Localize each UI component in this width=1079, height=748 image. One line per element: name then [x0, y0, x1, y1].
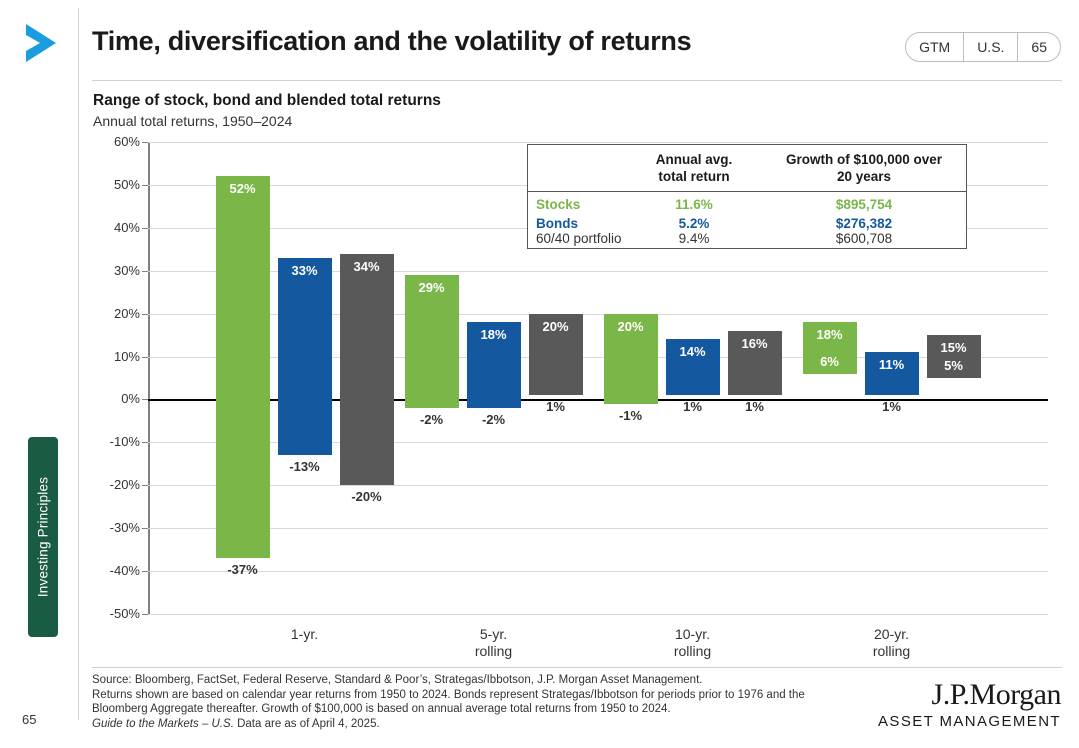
bar-value-label-max: 20%: [617, 318, 644, 334]
category-label-line2: rolling: [673, 643, 712, 659]
category-label-line1: 1-yr.: [290, 626, 319, 642]
side-tab-label: Investing Principles: [35, 476, 51, 598]
chart-gridline: [148, 571, 1048, 572]
y-axis-tick-label: 0%: [121, 391, 140, 407]
source-line-2: Returns shown are based on calendar year returns from 1950 to 2024. Bonds represent Strategas/Ibbotson for periods prior to 1976 and the: [92, 688, 805, 701]
y-axis-tick-mark: [142, 185, 148, 186]
y-axis-tick-label: -30%: [109, 520, 140, 536]
bar-value-label-max: 34%: [353, 258, 380, 274]
y-axis-tick-mark: [142, 142, 148, 143]
guide-to-markets-label: Guide to the Markets – U.S.: [92, 717, 234, 730]
gtm-page-pill: [905, 32, 1061, 62]
chart-subtitle-secondary: Annual total returns, 1950–2024: [93, 113, 293, 129]
bar-value-label-min: 6%: [820, 353, 839, 369]
category-label-line1: 20-yr.: [873, 626, 909, 642]
chart-bar: [278, 258, 332, 455]
y-axis-tick-mark: [142, 314, 148, 315]
y-axis-tick-label: -40%: [109, 563, 140, 579]
table-cell-stocks-growth: $895,754: [835, 197, 893, 212]
page-number: 65: [22, 712, 37, 727]
bar-value-label-min: 1%: [683, 399, 702, 415]
source-line-4: [92, 717, 882, 732]
table-header-rule: [528, 191, 966, 192]
bar-value-label-min: -1%: [618, 407, 643, 423]
chart-gridline: [148, 614, 1048, 615]
bar-value-label-max: 16%: [741, 335, 768, 351]
y-axis-tick-mark: [142, 614, 148, 615]
header-vertical-divider: [78, 8, 79, 720]
table-cell-bonds-avg: 5.2%: [678, 216, 710, 231]
bar-value-label-max: 14%: [679, 344, 706, 360]
table-cell-6040-avg: 9.4%: [678, 231, 710, 246]
side-tab-investing-principles[interactable]: [28, 437, 58, 637]
source-line-3: Bloomberg Aggregate thereafter. Growth of $100,000 is based on annual average total returns from 1950 to 2024.: [92, 703, 671, 715]
bar-value-label-min: 1%: [882, 399, 901, 415]
category-label-line2: rolling: [474, 643, 513, 659]
bar-value-label-min: -2%: [419, 412, 444, 428]
y-axis-tick-label: 60%: [113, 134, 140, 149]
bar-value-label-max: 11%: [878, 357, 905, 373]
bar-value-label-max: 18%: [480, 327, 507, 343]
table-header-avg-return: Annual avg. total return: [655, 152, 733, 184]
jpmorgan-wordmark: [878, 678, 1061, 730]
y-axis-tick-mark: [142, 271, 148, 272]
bar-value-label-min: 1%: [745, 399, 764, 415]
as-of-date: Data are as of April 4, 2025.: [233, 717, 380, 730]
table-header-growth: Growth of $100,000 over 20 years: [785, 152, 943, 184]
bar-value-label-max: 52%: [229, 181, 256, 197]
x-axis-category-label: [763, 626, 1021, 660]
category-label-line2: rolling: [872, 643, 911, 659]
bar-value-label-max: 18%: [816, 327, 843, 343]
summary-table: [527, 144, 967, 249]
bar-value-label-max: 29%: [418, 280, 445, 296]
bar-value-label-max: 33%: [291, 262, 318, 278]
bar-value-label-min: -13%: [289, 459, 320, 475]
y-axis-tick-mark: [142, 357, 148, 358]
chart-gridline: [148, 528, 1048, 529]
chart-gridline: [148, 485, 1048, 486]
bar-value-label-min: 1%: [546, 399, 565, 415]
y-axis-tick-mark: [142, 485, 148, 486]
source-line-1: Source: Bloomberg, FactSet, Federal Reserve, Standard & Poor’s, Strategas/Ibbotson, J.P. Morgan Asset Management.: [92, 674, 703, 686]
header-divider: [92, 80, 1062, 81]
chart-gridline: [148, 142, 1048, 143]
y-axis-tick-label: -10%: [109, 434, 140, 450]
page-title: Time, diversification and the volatility of returns: [92, 26, 692, 56]
jpmorgan-division: ASSET MANAGEMENT: [878, 713, 1061, 730]
pill-segment-region: U.S.: [963, 33, 1017, 61]
chart-subtitle-main: Range of stock, bond and blended total returns: [93, 92, 441, 109]
y-axis-tick-label: 50%: [113, 176, 140, 192]
chart-bar: [216, 176, 270, 558]
y-axis-tick-label: 10%: [113, 348, 140, 364]
y-axis-tick-label: 20%: [113, 305, 140, 321]
pill-segment-page: 65: [1017, 33, 1060, 61]
bar-value-label-min: -2%: [481, 412, 506, 428]
table-row-label-6040: 60/40 portfolio: [536, 231, 622, 246]
y-axis-tick-label: -20%: [109, 477, 140, 493]
bar-value-label-min: -37%: [227, 562, 258, 578]
jpm-arrow-logo: [16, 18, 66, 68]
table-cell-bonds-growth: $276,382: [835, 216, 893, 231]
y-axis-tick-label: 40%: [113, 219, 140, 235]
category-label-line1: 5-yr.: [479, 626, 508, 642]
bar-value-label-max: 15%: [940, 340, 967, 356]
bar-value-label-max: 20%: [542, 318, 569, 334]
y-axis-tick-mark: [142, 228, 148, 229]
category-label-line1: 10-yr.: [674, 626, 710, 642]
y-axis-tick-mark: [142, 442, 148, 443]
pill-segment-gtm: GTM: [919, 39, 951, 55]
y-axis-tick-mark: [142, 571, 148, 572]
bar-value-label-min: 5%: [944, 358, 963, 373]
jpmorgan-name: J.P.Morgan: [931, 678, 1061, 711]
y-axis-tick-label: -50%: [109, 606, 140, 621]
y-axis-tick-mark: [142, 528, 148, 529]
y-axis-tick-label: 30%: [113, 262, 140, 278]
bar-value-label-min: -20%: [351, 489, 382, 505]
table-row-label-stocks: Stocks: [536, 197, 581, 212]
y-axis-tick-mark: [142, 399, 148, 400]
table-cell-stocks-avg: 11.6%: [675, 197, 713, 212]
table-row-label-bonds: Bonds: [536, 216, 578, 231]
source-note: [92, 673, 882, 731]
chart-bar: [340, 254, 394, 486]
footer-divider: [92, 667, 1062, 668]
table-cell-6040-growth: $600,708: [835, 231, 893, 246]
